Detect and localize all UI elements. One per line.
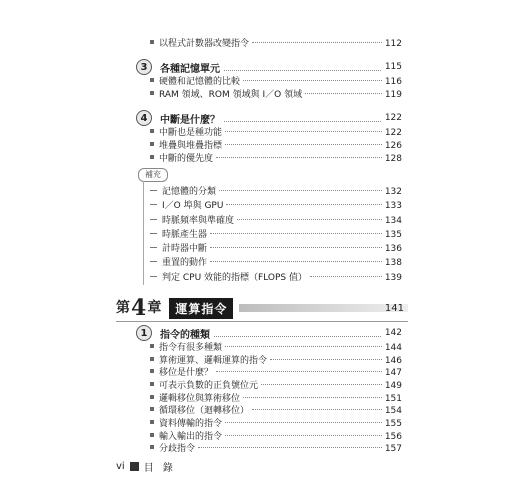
dash-icon [150,276,157,277]
entry-page: 157 [384,444,402,454]
entry-title: 邏輯移位與算術移位 [159,394,241,404]
entry-page: 151 [384,394,402,404]
entry-title: 計時器中斷 [162,244,208,254]
dot-leader [225,346,382,347]
dot-leader [225,131,382,132]
entry-title: 分歧指令 [159,444,196,454]
dot-leader [237,219,382,220]
entry-title: 時脈頻率與準確度 [162,216,235,226]
entry-title: 以程式計數器改變指令 [159,39,250,49]
dot-leader [226,204,381,205]
chapter-number: 4 [131,295,147,321]
entry-page: 126 [384,141,402,151]
bullet-icon [150,344,154,348]
entry-page: 146 [384,356,402,366]
entry-title: 時脈產生器 [162,230,208,240]
bullet-icon [150,369,154,373]
section-heading[interactable] [136,109,402,127]
dot-leader [216,157,382,158]
chapter-gradient-bar [239,304,408,312]
entry-page: 119 [384,90,402,100]
toc-entry[interactable] [150,443,402,455]
toc-entry[interactable] [150,200,402,212]
bullet-icon [150,78,154,82]
chapter-prefix: 第 [116,300,130,316]
footer-title: 目 錄 [143,462,176,474]
section-page: 115 [384,62,402,72]
entry-page: 147 [384,368,402,378]
dot-leader [224,70,381,71]
dot-leader [252,409,382,410]
entry-title: 輸入輸出的指令 [159,432,223,442]
toc-entry[interactable] [150,186,402,198]
section-heading[interactable] [136,58,402,76]
dot-leader [243,397,382,398]
chapter-title: 運算指令 [169,298,233,319]
bullet-icon [150,129,154,133]
entry-title: 堆疊與堆疊指標 [159,141,223,151]
bullet-icon [150,420,154,424]
toc-entry[interactable] [150,355,402,367]
entry-title: 指令有很多種類 [159,343,223,353]
dash-icon [150,190,157,191]
section-page: 142 [384,328,402,338]
dash-icon [150,219,157,220]
section-number-icon: 3 [136,59,152,75]
bullet-icon [150,445,154,449]
toc-entry[interactable] [150,153,402,165]
supplement-rule [143,181,144,285]
entry-page: 112 [384,39,402,49]
dot-leader [210,247,382,248]
entry-title: 循環移位（迴轉移位） [159,406,250,416]
entry-page: 133 [384,201,402,211]
entry-page: 149 [384,381,402,391]
dot-leader [225,435,382,436]
bullet-icon [150,40,154,44]
entry-title: 中斷的優先度 [159,154,214,164]
section-title: 指令的種類 [160,329,210,341]
toc-entry[interactable] [150,431,402,443]
dot-leader [252,42,382,43]
toc-entry[interactable] [150,393,402,405]
toc-entry[interactable] [150,272,402,284]
dot-leader [243,80,382,81]
dot-leader [310,276,382,277]
entry-title: RAM 領域、ROM 領域與 I／O 領域 [159,90,303,100]
section-title: 各種記憶單元 [160,63,220,75]
bullet-icon [150,382,154,386]
section-page: 122 [384,113,402,123]
entry-page: 116 [384,77,402,87]
dash-icon [150,247,157,248]
chapter-page: 141 [384,302,404,314]
section-heading[interactable] [136,324,402,342]
dot-leader [224,121,381,122]
entry-page: 154 [384,406,402,416]
bullet-icon [150,142,154,146]
chapter-heading[interactable] [116,296,408,320]
entry-title: 重置的動作 [162,258,208,268]
toc-entry[interactable] [150,215,402,227]
entry-page: 144 [384,343,402,353]
entry-page: 128 [384,154,402,164]
toc-entry[interactable] [150,257,402,269]
dash-icon [150,261,157,262]
entry-page: 135 [384,230,402,240]
dash-icon [150,233,157,234]
toc-entry[interactable] [150,38,402,50]
toc-entry[interactable] [150,229,402,241]
entry-title: 硬體和記憶體的比較 [159,77,241,87]
dot-leader [225,422,382,423]
chapter-suffix: 章 [147,300,162,316]
page-footer [116,459,176,473]
bullet-icon [150,407,154,411]
section-number-icon: 1 [136,325,152,341]
dot-leader [216,371,382,372]
entry-title: I／O 埠與 GPU [162,201,224,211]
square-icon [130,462,139,471]
entry-title: 記憶體的分類 [162,187,217,197]
dot-leader [261,384,382,385]
dot-leader [210,233,382,234]
dot-leader [305,93,382,94]
chapter-label [116,295,161,321]
toc-entry[interactable] [150,127,402,139]
toc-entry[interactable] [150,367,402,379]
entry-page: 139 [384,273,402,283]
chapter-divider [116,321,408,322]
bullet-icon [150,155,154,159]
dot-leader [214,336,381,337]
toc-entry[interactable] [150,405,402,417]
entry-page: 122 [384,128,402,138]
toc-entry[interactable] [150,76,402,88]
entry-title: 可表示負數的正負號位元 [159,381,259,391]
section-number-icon: 4 [136,110,152,126]
toc-entry[interactable] [150,243,402,255]
entry-page: 136 [384,244,402,254]
section-title: 中斷是什麼？ [160,114,220,126]
toc-entry[interactable] [150,418,402,430]
entry-page: 155 [384,419,402,429]
entry-title: 中斷也是種功能 [159,128,223,138]
footer-page-number: vi [116,460,125,472]
toc-entry[interactable] [150,342,402,354]
bullet-icon [150,395,154,399]
dot-leader [270,359,382,360]
supplement-badge: 補充 [138,168,168,182]
toc-entry[interactable] [150,380,402,392]
entry-page: 138 [384,258,402,268]
entry-title: 資料傳輸的指令 [159,419,223,429]
entry-page: 134 [384,216,402,226]
toc-entry[interactable] [150,140,402,152]
entry-page: 132 [384,187,402,197]
entry-title: 判定 CPU 效能的指標（FLOPS 值） [162,273,307,283]
entry-page: 156 [384,432,402,442]
entry-title: 移位是什麼？ [159,368,214,378]
toc-entry[interactable] [150,89,402,101]
dash-icon [150,204,157,205]
bullet-icon [150,357,154,361]
bullet-icon [150,91,154,95]
dot-leader [225,144,382,145]
dot-leader [198,447,382,448]
dot-leader [210,261,382,262]
bullet-icon [150,433,154,437]
dot-leader [219,190,382,191]
entry-title: 算術運算、邏輯運算的指令 [159,356,268,366]
